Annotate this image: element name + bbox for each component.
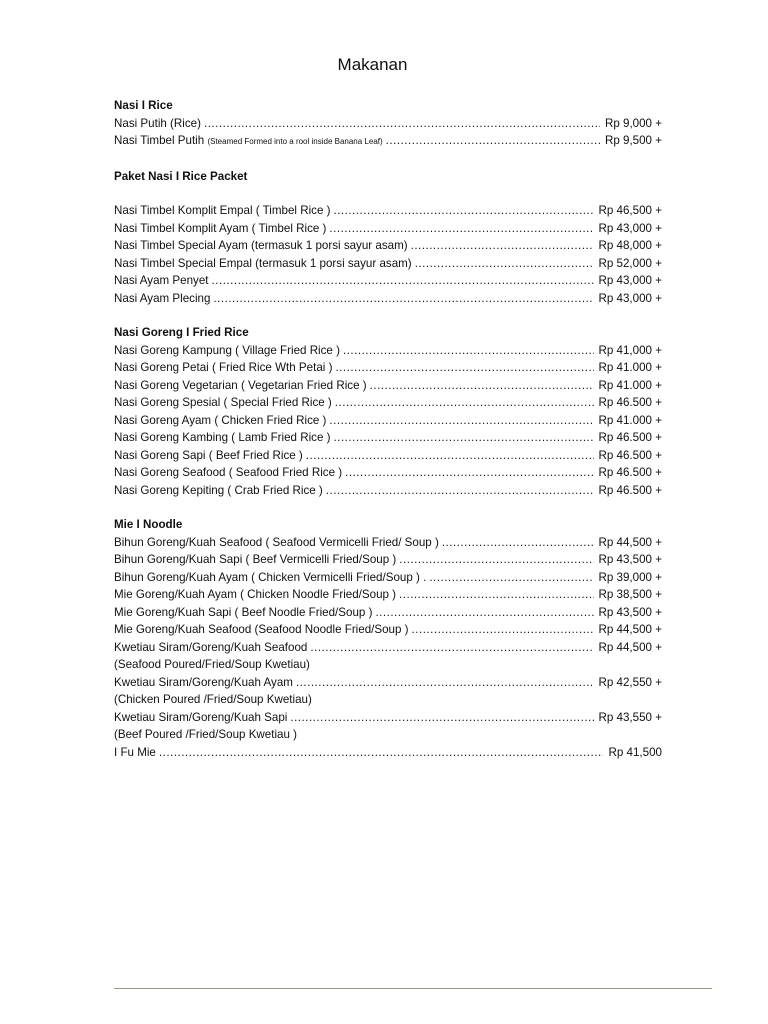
section-heading: Nasi Goreng I Fried Rice: [114, 326, 249, 339]
dot-leader: [415, 255, 594, 273]
item-name: Kwetiau Siram/Goreng/Kuah Seafood: [114, 640, 308, 654]
item-price: Rp 9,500 +: [604, 134, 662, 147]
dot-leader: [213, 290, 593, 308]
item-name: Bihun Goreng/Kuah Ayam ( Chicken Vermicelli Fried/Soup ) .: [114, 570, 427, 584]
dot-leader: [290, 709, 593, 727]
item-name: Nasi Timbel Komplit Ayam ( Timbel Rice ): [114, 221, 327, 235]
menu-item: [114, 412, 662, 430]
menu-item: [114, 290, 662, 308]
menu-item: [114, 115, 662, 133]
item-name: Kwetiau Siram/Goreng/Kuah Ayam: [114, 675, 293, 689]
item-price: Rp 44,500 +: [598, 535, 662, 549]
dot-leader: [159, 744, 604, 762]
item-price: Rp 52,000 +: [598, 256, 662, 270]
item-price: Rp 46.500 +: [598, 483, 662, 497]
dot-leader: [334, 429, 594, 447]
menu-item: [114, 429, 662, 447]
item-name: Mie Goreng/Kuah Ayam ( Chicken Noodle Fried/Soup ): [114, 588, 397, 601]
item-name: Nasi Goreng Petai ( Fried Rice Wth Petai ): [114, 361, 333, 374]
item-price: Rp 43,000 +: [598, 274, 662, 287]
item-name: Bihun Goreng/Kuah Seafood ( Seafood Vermicelli Fried/ Soup ): [114, 535, 439, 549]
dot-leader: [329, 220, 593, 238]
item-name: I Fu Mie: [114, 745, 156, 759]
page-title: Makanan: [337, 55, 408, 74]
menu-item: [114, 255, 662, 273]
menu-item: [114, 569, 662, 587]
menu-item: [114, 604, 662, 622]
item-note: (Steamed Formed into a rool inside Banana Leaf): [207, 137, 383, 146]
menu-item: [114, 534, 662, 552]
menu-item: [114, 202, 662, 220]
menu-item: [114, 464, 662, 482]
item-price: Rp 41.000 +: [598, 361, 662, 374]
item-price: Rp 44,500 +: [598, 640, 662, 654]
dot-leader: [429, 569, 593, 587]
item-price: Rp 46.500 +: [598, 396, 662, 409]
item-price: Rp 43,000 +: [598, 291, 662, 305]
item-price: Rp 43,550 +: [598, 710, 662, 724]
dot-leader: [306, 447, 594, 465]
dot-leader: [399, 551, 593, 569]
dot-leader: [442, 534, 594, 552]
dot-leader: [386, 132, 600, 150]
item-price: Rp 43,500 +: [598, 605, 662, 619]
menu-item: [114, 586, 662, 604]
dot-leader: [411, 237, 594, 255]
dot-leader: [335, 359, 593, 377]
menu-item: [114, 482, 662, 500]
item-name: Nasi Timbel Special Empal (termasuk 1 porsi sayur asam): [114, 256, 412, 270]
menu-content: [114, 97, 662, 778]
item-name: Nasi Goreng Kambing ( Lamb Fried Rice ): [114, 431, 331, 444]
item-subtitle: (Seafood Poured/Fried/Soup Kwetiau): [114, 658, 310, 671]
dot-leader: [329, 412, 593, 430]
item-price: Rp 48,000 +: [598, 239, 662, 252]
dot-leader: [326, 482, 594, 500]
section-mie: [114, 516, 662, 761]
item-price: Rp 43,000 +: [598, 221, 662, 235]
dot-leader: [399, 586, 593, 604]
menu-item: [114, 674, 662, 692]
item-name: Nasi Goreng Ayam ( Chicken Fried Rice ): [114, 413, 327, 427]
dot-leader: [212, 272, 594, 290]
item-name: Kwetiau Siram/Goreng/Kuah Sapi: [114, 710, 288, 724]
item-name: Nasi Timbel Special Ayam (termasuk 1 porsi sayur asam): [114, 239, 408, 252]
item-name: Nasi Timbel Putih: [114, 134, 205, 147]
item-name: Nasi Goreng Vegetarian ( Vegetarian Fried Rice ): [114, 378, 367, 392]
item-price: Rp 9,000 +: [604, 116, 662, 130]
dot-leader: [204, 115, 600, 133]
menu-item: [114, 639, 662, 657]
item-subtitle: (Chicken Poured /Fried/Soup Kwetiau): [114, 693, 312, 706]
item-price: Rp 38,500 +: [598, 588, 662, 601]
item-price: Rp 39,000 +: [598, 570, 662, 584]
dot-leader: [370, 377, 594, 395]
menu-item: [114, 237, 662, 255]
menu-item: [114, 744, 662, 762]
section-nasi: [114, 97, 662, 151]
item-price: Rp 41,000 +: [598, 343, 662, 357]
item-name: Mie Goreng/Kuah Seafood (Seafood Noodle Fried/Soup ): [114, 623, 409, 636]
item-name: Nasi Goreng Seafood ( Seafood Fried Rice ): [114, 466, 343, 479]
section-heading: Mie I Noodle: [114, 518, 183, 531]
dot-leader: [335, 394, 594, 412]
dot-leader: [375, 604, 593, 622]
item-price: Rp 41.000 +: [598, 413, 662, 427]
section-nasi-goreng: [114, 324, 662, 499]
item-price: Rp 46.500 +: [598, 466, 662, 479]
dot-leader: [412, 621, 594, 639]
item-price: Rp 46.500 +: [598, 431, 662, 444]
item-name: Nasi Ayam Plecing: [114, 291, 211, 305]
dot-leader: [333, 202, 593, 220]
item-name: Nasi Goreng Spesial ( Special Fried Rice ): [114, 396, 332, 409]
dot-leader: [296, 674, 594, 692]
item-price: Rp 42,550 +: [598, 675, 662, 689]
menu-item: [114, 447, 662, 465]
menu-item: [114, 272, 662, 290]
footer-rule: [114, 988, 712, 989]
item-name: Mie Goreng/Kuah Sapi ( Beef Noodle Fried/Soup ): [114, 605, 373, 619]
item-price: Rp 46,500 +: [598, 204, 662, 217]
dot-leader: [345, 464, 593, 482]
item-name: Bihun Goreng/Kuah Sapi ( Beef Vermicelli Fried/Soup ): [114, 553, 397, 566]
item-price: Rp 41.000 +: [598, 378, 662, 392]
section-heading: Nasi I Rice: [114, 99, 173, 112]
menu-item: [114, 709, 662, 727]
item-price: Rp 43,500 +: [598, 553, 662, 566]
item-name-wrap: [114, 132, 383, 151]
item-name: Nasi Ayam Penyet: [114, 274, 209, 287]
menu-item: [114, 377, 662, 395]
dot-leader: [343, 342, 594, 360]
menu-item: [114, 132, 662, 151]
item-name: Nasi Goreng Sapi ( Beef Fried Rice ): [114, 448, 303, 462]
item-name: Nasi Goreng Kepiting ( Crab Fried Rice ): [114, 483, 323, 497]
menu-item: [114, 621, 662, 639]
item-name: Nasi Goreng Kampung ( Village Fried Rice ): [114, 343, 340, 357]
menu-item: [114, 359, 662, 377]
item-price: Rp 44,500 +: [598, 623, 662, 636]
item-price: Rp 46.500 +: [598, 448, 662, 462]
menu-item: [114, 394, 662, 412]
dot-leader: [310, 639, 593, 657]
menu-item: [114, 342, 662, 360]
section-paket-nasi: [114, 168, 662, 308]
section-heading: Paket Nasi I Rice Packet: [114, 169, 248, 183]
item-name: Nasi Putih (Rice): [114, 116, 201, 130]
item-price: Rp 41,500: [608, 745, 662, 759]
item-name: Nasi Timbel Komplit Empal ( Timbel Rice ): [114, 204, 331, 217]
item-subtitle: (Beef Poured /Fried/Soup Kwetiau ): [114, 728, 298, 741]
menu-item: [114, 220, 662, 238]
menu-item: [114, 551, 662, 569]
